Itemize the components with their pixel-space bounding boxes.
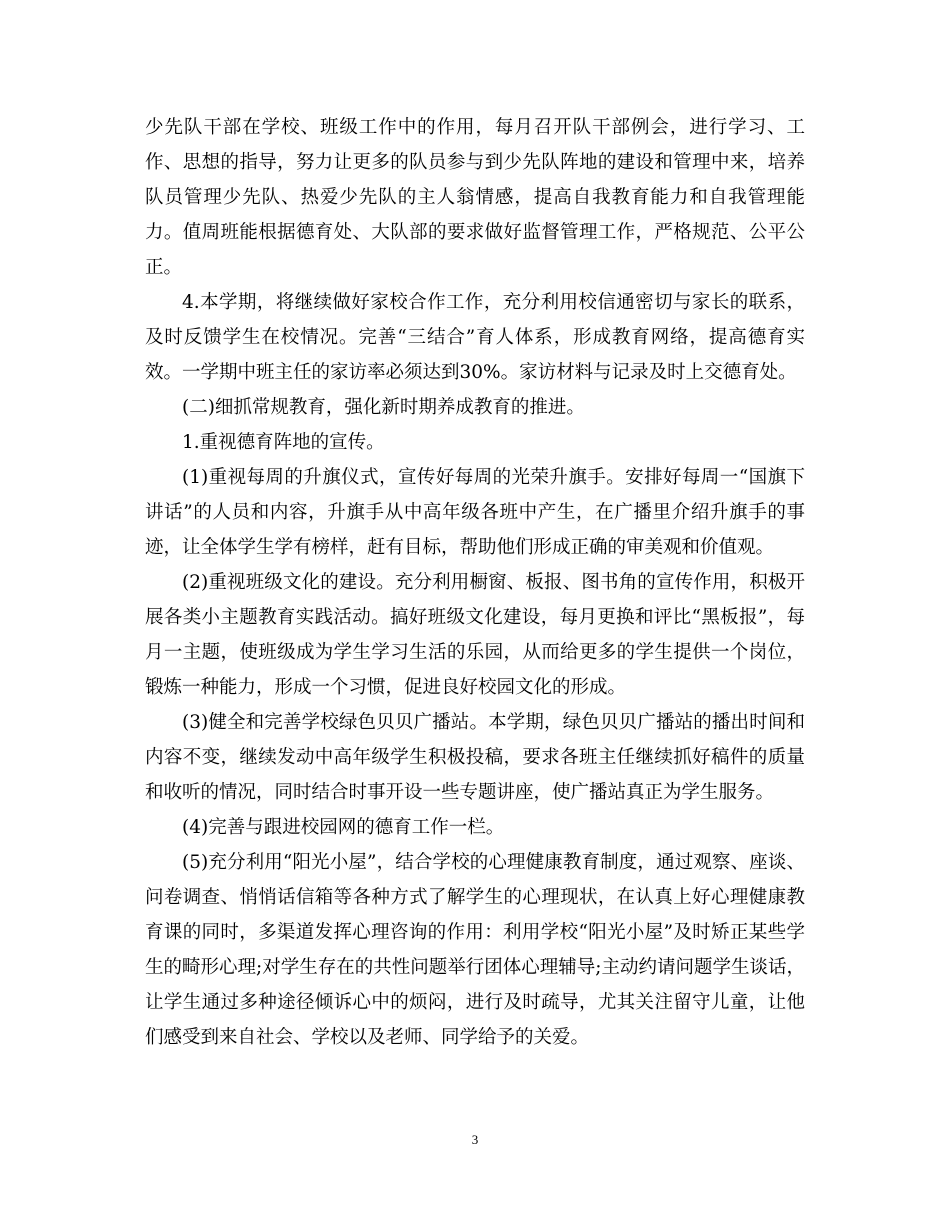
subheading-1: 1.重视德育阵地的宣传。 — [182, 432, 385, 453]
paragraph-sub-2: (2)重视班级文化的建设。充分利用橱窗、板报、图书角的宣传作用，积极开展各类小主题教育实践活动。搞好班级文化建设，每月更换和评比“黑板报”，每月一主题，使班级成为学生学习生活的乐园，从而给更多的学生提供一个岗位，锻炼一种能力，形成一个习惯，促进良好校园文化的形成。 — [145, 572, 805, 698]
paragraph-continued: 少先队干部在学校、班级工作中的作用，每月召开队干部例会，进行学习、工作、思想的指导，努力让更多的队员参与到少先队阵地的建设和管理中来，培养队员管理少先队、热爱少先队的主人翁情感，提高自我教育能力和自我管理能力。值周班能根据德育处、大队部的要求做好监督管理工作，严格规范、公平公正。 — [145, 117, 805, 278]
section-heading-2: (二)细抓常规教育，强化新时期养成教育的推进。 — [182, 397, 585, 418]
document-body — [145, 110, 805, 1055]
paragraph-item-4: 4.本学期，将继续做好家校合作工作，充分利用校信通密切与家长的联系，及时反馈学生在校情况。完善“三结合”育人体系，形成教育网络，提高德育实效。一学期中班主任的家访率必须达到30%。家访材料与记录及时上交德育处。 — [145, 292, 805, 383]
page-number: 3 — [471, 1132, 479, 1147]
paragraph-sub-5: (5)充分利用“阳光小屋”，结合学校的心理健康教育制度，通过观察、座谈、问卷调查、悄悄话信箱等各种方式了解学生的心理现状，在认真上好心理健康教育课的同时，多渠道发挥心理咨询的作用：利用学校“阳光小屋”及时矫正某些学生的畸形心理;对学生存在的共性问题举行团体心理辅导;主动约请问题学生谈话，让学生通过多种途径倾诉心中的烦闷，进行及时疏导，尤其关注留守儿童，让他们感受到来自社会、学校以及老师、同学给予的关爱。 — [145, 852, 805, 1048]
paragraph-sub-3: (3)健全和完善学校绿色贝贝广播站。本学期，绿色贝贝广播站的播出时间和内容不变，继续发动中高年级学生积极投稿，要求各班主任继续抓好稿件的质量和收听的情况，同时结合时事开设一些专题讲座，使广播站真正为学生服务。 — [145, 712, 805, 803]
paragraph-sub-4: (4)完善与跟进校园网的德育工作一栏。 — [182, 817, 505, 838]
paragraph-sub-1: (1)重视每周的升旗仪式，宣传好每周的光荣升旗手。安排好每周一“国旗下讲话”的人员和内容，升旗手从中高年级各班中产生，在广播里介绍升旗手的事迹，让全体学生学有榜样，赶有目标，帮助他们形成正确的审美观和价值观。 — [145, 467, 805, 558]
